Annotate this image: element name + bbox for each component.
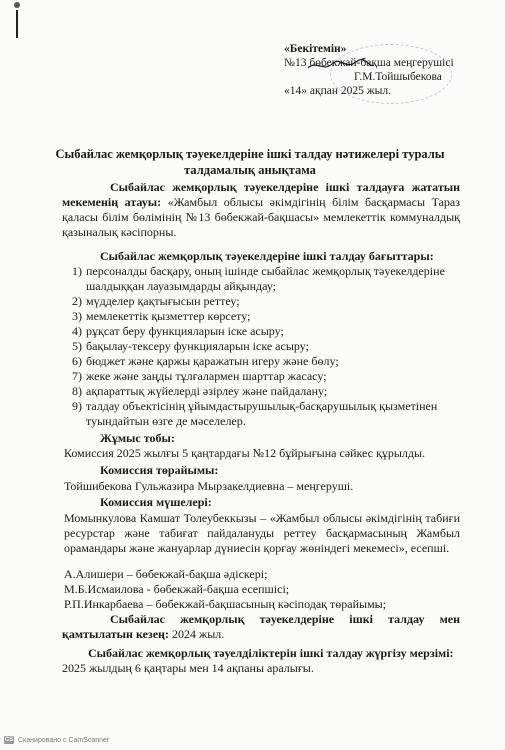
approval-block: [284, 42, 494, 98]
working-group-heading: Жұмыс тобы:: [100, 431, 175, 445]
chair-text: Тойшибекова Гульжазира Мырзакелдиевна – меңгеруші.: [64, 479, 354, 493]
term-text: 2025 жылдың 6 қаңтары мен 14 ақпаны аралығы.: [62, 661, 314, 675]
period-paragraph: [62, 612, 460, 642]
member-item: Р.П.Инкарбаева – бөбекжай-бақшасының кәсіподақ төрайымы;: [64, 597, 387, 611]
title-line-1: Сыбайлас жемқорлық тәуекелдеріне ішкі талдау нәтижелері туралы: [55, 147, 445, 161]
direction-item: [62, 399, 462, 429]
scan-edge-mark: [16, 10, 18, 38]
organization-label: Сыбайлас жемқорлық тәуекелдеріне ішкі талдауға жататын мекеменің атауы:: [62, 180, 460, 209]
term-heading: Сыбайлас жемқорлық тәуелділіктерін ішкі талдау жүргізу мерзімі:: [88, 646, 454, 660]
direction-number: 4): [72, 324, 82, 338]
approval-position: №13 бөбекжай-бақша меңгерушісі: [284, 57, 454, 69]
scan-edge-dot: [14, 2, 20, 8]
member-item: М.Б.Исмаилова - бөбекжай-бақша есепшісі;: [64, 582, 290, 596]
direction-item: [62, 354, 462, 369]
period-label: Сыбайлас жемқорлық тәуекелдеріне ішкі талдау мен қамтылатын кезең:: [62, 612, 460, 641]
direction-text: мүдделер қақтығысын реттеу;: [86, 294, 240, 308]
direction-item: [62, 369, 462, 384]
scanner-footer: [4, 736, 109, 744]
working-group-text: Комиссия 2025 жылғы 5 қаңтардағы №12 бұйрығына сәйкес құрылды.: [64, 446, 426, 460]
direction-number: 2): [72, 294, 82, 308]
direction-item: [62, 264, 462, 294]
direction-number: 7): [72, 369, 82, 383]
members-heading: Комиссия мүшелері:: [100, 495, 212, 509]
approval-heading: «Бекітемін»: [284, 43, 347, 55]
direction-text: жеке және заңды тұлғалармен шарттар жасасу;: [86, 369, 327, 383]
organization-paragraph: [62, 180, 460, 240]
direction-number: 6): [72, 354, 82, 368]
direction-number: 8): [72, 384, 82, 398]
chair-heading: Комиссия төрайымы:: [100, 463, 219, 477]
direction-item: [62, 339, 462, 354]
direction-text: рұқсат беру функцияларын іске асыру;: [86, 324, 284, 338]
scanner-footer-text: Сканировано с CamScanner: [18, 736, 110, 744]
member-first: Момынкулова Камшат Толеубеккызы – «Жамбыл облысы әкімдігінің табиғи ресурстар және табиғат пайдалануды реттеу басқармасының Жамбыл орамандары және жануарлар дүниесін қорғау жөніндегі мекемесі», есепші.: [64, 511, 460, 555]
organization-text: «Жамбыл облысы әкімдігінің білім басқармасы Тараз қаласы білім бөлімінің №13 бөбекжай-бақшасы» мемлекеттік коммуналдық қазыналық кәсіпорны.: [62, 195, 460, 239]
direction-item: [62, 384, 462, 399]
direction-text: ақпараттық жүйелерді әзірлеу және пайдалану;: [86, 384, 328, 398]
direction-item: [62, 324, 462, 339]
direction-number: 9): [72, 399, 82, 413]
document-title: [40, 146, 460, 178]
directions-heading: Сыбайлас жемқорлық тәуекелдеріне ішкі талдау бағыттары:: [100, 249, 434, 263]
camscanner-icon: CS: [4, 737, 14, 743]
direction-item: [62, 309, 462, 324]
approval-date: «14» ақпан 2025 жыл.: [284, 85, 392, 97]
direction-number: 5): [72, 339, 82, 353]
period-text: 2024 жыл.: [168, 627, 225, 641]
direction-number: 1): [72, 264, 82, 278]
direction-text: талдау объектісінің ұйымдастырушылық-басқарушылық қызметінен туындайтын өзге де мәселелер.: [86, 399, 438, 428]
direction-item: [62, 294, 462, 309]
direction-number: 3): [72, 309, 82, 323]
direction-text: бюджет және қаржы қаражатын игеру және бөлу;: [86, 354, 339, 368]
title-line-2: талдамалық анықтама: [184, 163, 316, 177]
directions-list: [62, 264, 462, 429]
member-item: А.Алишери – бөбекжай-бақша әдіскері;: [64, 567, 268, 581]
direction-text: персоналды басқару, оның ішінде сыбайлас жемқорлық тәуекелдеріне шалдыққан лауазымдарды айқындау;: [86, 264, 445, 293]
direction-text: мемлекеттік қызметтер көрсету;: [86, 309, 251, 323]
direction-text: бақылау-тексеру функцияларын іске асыру;: [86, 339, 309, 353]
approval-signatory: Г.М.Тойшыбекова: [354, 71, 442, 83]
